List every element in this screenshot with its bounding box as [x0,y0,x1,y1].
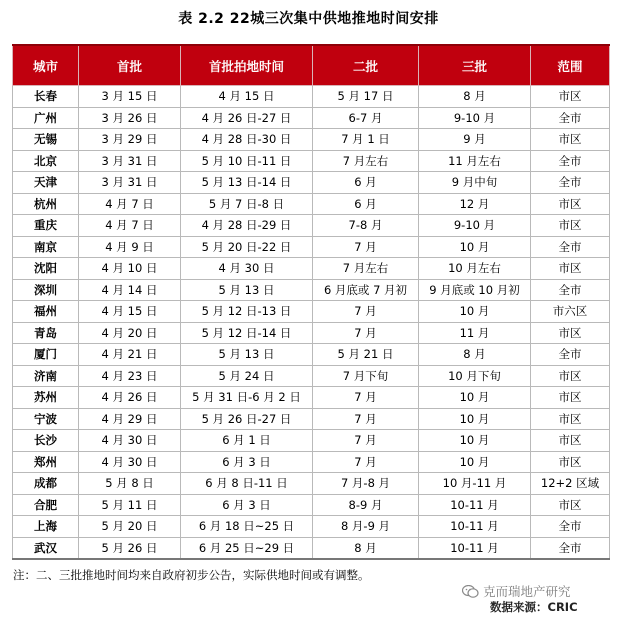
cell-second-batch: 8 月 [313,537,419,559]
cell-third-batch: 9-10 月 [419,215,531,237]
cell-second-batch: 6 月 [313,172,419,194]
cell-third-batch: 10 月 [419,408,531,430]
cell-third-batch: 10 月 [419,236,531,258]
cell-first-batch: 4 月 15 日 [79,301,181,323]
table-row [13,365,610,387]
cell-third-batch: 10-11 月 [419,494,531,516]
cell-scope: 全市 [531,344,610,366]
cell-city: 南京 [13,236,79,258]
cell-first-batch: 5 月 8 日 [79,473,181,495]
cell-third-batch: 11 月 [419,322,531,344]
cell-first-auction-time: 6 月 8 日-11 日 [181,473,313,495]
table-row [13,193,610,215]
cell-first-batch: 4 月 9 日 [79,236,181,258]
table-row [13,430,610,452]
cell-first-batch: 3 月 15 日 [79,86,181,108]
cell-first-auction-time: 4 月 30 日 [181,258,313,280]
table-title: 表 2.2 22城三次集中供地推地时间安排 [178,11,439,27]
header-third-batch: 三批 [419,45,531,86]
cell-scope: 市区 [531,193,610,215]
cell-second-batch: 7 月 [313,236,419,258]
cell-third-batch: 8 月 [419,344,531,366]
cell-first-batch: 4 月 7 日 [79,193,181,215]
table-row [13,451,610,473]
cell-first-batch: 4 月 20 日 [79,322,181,344]
cell-city: 福州 [13,301,79,323]
cell-second-batch: 6 月 [313,193,419,215]
cell-city: 重庆 [13,215,79,237]
cell-third-batch: 8 月 [419,86,531,108]
cell-city: 沈阳 [13,258,79,280]
cell-city: 长沙 [13,430,79,452]
table-row [13,279,610,301]
cell-second-batch: 7 月 [313,301,419,323]
cell-first-auction-time: 6 月 25 日~29 日 [181,537,313,559]
cell-city: 深圳 [13,279,79,301]
cell-first-auction-time: 5 月 31 日-6 月 2 日 [181,387,313,409]
cell-first-auction-time: 4 月 26 日-27 日 [181,107,313,129]
cell-first-batch: 4 月 26 日 [79,387,181,409]
cell-second-batch: 7 月 [313,430,419,452]
cell-first-auction-time: 5 月 12 日-13 日 [181,301,313,323]
cell-first-auction-time: 5 月 7 日-8 日 [181,193,313,215]
table-row [13,107,610,129]
cell-first-auction-time: 4 月 28 日-29 日 [181,215,313,237]
table-row [13,236,610,258]
cell-first-auction-time: 6 月 18 日~25 日 [181,516,313,538]
cell-first-batch: 5 月 11 日 [79,494,181,516]
table-row [13,258,610,280]
cell-scope: 全市 [531,107,610,129]
watermark [462,582,571,600]
land-supply-table [12,44,610,560]
cell-city: 长春 [13,86,79,108]
cell-first-auction-time: 5 月 10 日-11 日 [181,150,313,172]
cell-city: 青岛 [13,322,79,344]
cell-city: 厦门 [13,344,79,366]
cell-second-batch: 7 月左右 [313,150,419,172]
cell-first-batch: 4 月 30 日 [79,451,181,473]
cell-third-batch: 9 月 [419,129,531,151]
watermark-text: 克而瑞地产研究 [483,584,571,599]
cell-city: 郑州 [13,451,79,473]
table-row [13,172,610,194]
cell-third-batch: 12 月 [419,193,531,215]
cell-first-batch: 5 月 26 日 [79,537,181,559]
table-row [13,494,610,516]
cell-third-batch: 10-11 月 [419,537,531,559]
cell-city: 合肥 [13,494,79,516]
cell-first-batch: 3 月 29 日 [79,129,181,151]
cell-first-auction-time: 5 月 13 日 [181,279,313,301]
table-row [13,150,610,172]
cell-scope: 全市 [531,236,610,258]
header-first-auction-time: 首批拍地时间 [181,45,313,86]
cell-first-auction-time: 4 月 15 日 [181,86,313,108]
cell-first-batch: 4 月 14 日 [79,279,181,301]
cell-first-auction-time: 5 月 20 日-22 日 [181,236,313,258]
cell-second-batch: 7 月左右 [313,258,419,280]
cell-third-batch: 10 月 [419,301,531,323]
cell-second-batch: 7 月 [313,387,419,409]
cell-second-batch: 7 月 [313,322,419,344]
cell-city: 杭州 [13,193,79,215]
cell-second-batch: 6-7 月 [313,107,419,129]
cell-first-auction-time: 5 月 26 日-27 日 [181,408,313,430]
cell-city: 成都 [13,473,79,495]
table-row [13,344,610,366]
cell-first-auction-time: 5 月 13 日-14 日 [181,172,313,194]
cell-city: 济南 [13,365,79,387]
cell-city: 武汉 [13,537,79,559]
cell-scope: 市区 [531,408,610,430]
cell-scope: 市区 [531,494,610,516]
cell-third-batch: 11 月左右 [419,150,531,172]
cell-scope: 市区 [531,322,610,344]
cell-city: 宁波 [13,408,79,430]
header-scope: 范围 [531,45,610,86]
wechat-icon [462,585,479,598]
cell-first-batch: 4 月 10 日 [79,258,181,280]
cell-first-auction-time: 6 月 3 日 [181,494,313,516]
cell-scope: 12+2 区域 [531,473,610,495]
cell-second-batch: 7-8 月 [313,215,419,237]
cell-scope: 市区 [531,430,610,452]
table-row [13,516,610,538]
cell-second-batch: 8 月-9 月 [313,516,419,538]
cell-second-batch: 5 月 21 日 [313,344,419,366]
cell-first-batch: 4 月 21 日 [79,344,181,366]
cell-second-batch: 8-9 月 [313,494,419,516]
table-row [13,387,610,409]
cell-first-auction-time: 5 月 24 日 [181,365,313,387]
cell-first-batch: 4 月 23 日 [79,365,181,387]
cell-third-batch: 10 月左右 [419,258,531,280]
table-row [13,86,610,108]
cell-first-batch: 4 月 29 日 [79,408,181,430]
cell-scope: 全市 [531,537,610,559]
table-row [13,537,610,559]
cell-first-batch: 3 月 31 日 [79,172,181,194]
cell-city: 北京 [13,150,79,172]
cell-third-batch: 10 月下旬 [419,365,531,387]
cell-city: 广州 [13,107,79,129]
cell-first-auction-time: 5 月 12 日-14 日 [181,322,313,344]
table-header-row [13,45,610,86]
cell-second-batch: 5 月 17 日 [313,86,419,108]
cell-first-batch: 4 月 30 日 [79,430,181,452]
cell-third-batch: 10 月-11 月 [419,473,531,495]
cell-scope: 市区 [531,387,610,409]
cell-scope: 市区 [531,129,610,151]
cell-scope: 市区 [531,215,610,237]
cell-second-batch: 7 月 1 日 [313,129,419,151]
cell-third-batch: 9 月底或 10 月初 [419,279,531,301]
footnote: 注：二、三批推地时间均来自政府初步公告，实际供地时间或有调整。 [13,568,370,582]
cell-scope: 市六区 [531,301,610,323]
cell-city: 天津 [13,172,79,194]
table-row [13,215,610,237]
cell-first-batch: 3 月 26 日 [79,107,181,129]
data-source: 数据来源：CRIC [490,600,578,614]
table-row [13,408,610,430]
cell-scope: 全市 [531,150,610,172]
header-first-batch: 首批 [79,45,181,86]
cell-scope: 全市 [531,516,610,538]
cell-scope: 市区 [531,86,610,108]
cell-scope: 市区 [531,451,610,473]
cell-city: 上海 [13,516,79,538]
cell-first-batch: 3 月 31 日 [79,150,181,172]
table-row [13,322,610,344]
cell-second-batch: 7 月下旬 [313,365,419,387]
table-row [13,301,610,323]
cell-third-batch: 10 月 [419,451,531,473]
cell-scope: 全市 [531,279,610,301]
header-second-batch: 二批 [313,45,419,86]
cell-first-batch: 4 月 7 日 [79,215,181,237]
table-row [13,473,610,495]
cell-third-batch: 10-11 月 [419,516,531,538]
cell-first-auction-time: 4 月 28 日-30 日 [181,129,313,151]
cell-third-batch: 10 月 [419,387,531,409]
cell-city: 无锡 [13,129,79,151]
cell-scope: 市区 [531,365,610,387]
cell-first-auction-time: 5 月 13 日 [181,344,313,366]
cell-scope: 全市 [531,172,610,194]
cell-third-batch: 9 月中旬 [419,172,531,194]
cell-scope: 市区 [531,258,610,280]
cell-city: 苏州 [13,387,79,409]
table-row [13,129,610,151]
cell-first-batch: 5 月 20 日 [79,516,181,538]
cell-third-batch: 10 月 [419,430,531,452]
cell-third-batch: 9-10 月 [419,107,531,129]
cell-second-batch: 7 月 [313,451,419,473]
cell-second-batch: 7 月-8 月 [313,473,419,495]
cell-first-auction-time: 6 月 3 日 [181,451,313,473]
header-city: 城市 [13,45,79,86]
cell-first-auction-time: 6 月 1 日 [181,430,313,452]
cell-second-batch: 6 月底或 7 月初 [313,279,419,301]
cell-second-batch: 7 月 [313,408,419,430]
